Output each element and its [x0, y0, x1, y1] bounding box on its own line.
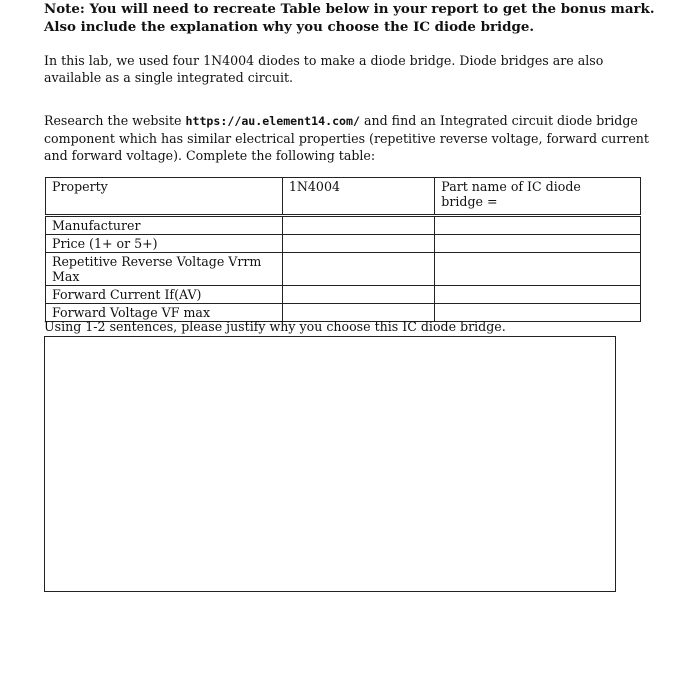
row-label-manufacturer: Manufacturer — [46, 216, 283, 235]
row-label-price: Price (1+ or 5+) — [46, 235, 283, 253]
research-text-after: and find an Integrated circuit diode bridge component which has similar electrical properties (repetitive reverse voltage, forward current and forward voltage). Complete the following table: — [44, 113, 649, 163]
cell-1n4004-price[interactable] — [282, 235, 434, 253]
cell-ic-manufacturer[interactable] — [435, 216, 641, 235]
cell-ic-vrrm[interactable] — [435, 253, 641, 286]
row-label-forward-voltage: Forward Voltage VF max — [46, 304, 283, 322]
table-row — [46, 286, 641, 304]
row-label-vrrm: Repetitive Reverse Voltage Vrrm Max — [46, 253, 283, 286]
cell-ic-price[interactable] — [435, 235, 641, 253]
header-ic-part-name[interactable]: Part name of IC diode bridge = — [435, 178, 641, 216]
table-header-row — [46, 178, 641, 216]
intro-paragraph: In this lab, we used four 1N4004 diodes to make a diode bridge. Diode bridges are also available as a single integrated circuit. — [44, 53, 604, 85]
research-paragraph — [44, 112, 664, 164]
cell-ic-forward-current[interactable] — [435, 286, 641, 304]
element14-url[interactable]: https://au.element14.com/ — [185, 114, 360, 128]
properties-table — [45, 177, 641, 322]
header-1n4004: 1N4004 — [282, 178, 434, 216]
table-row — [46, 253, 641, 286]
justify-prompt: Using 1-2 sentences, please justify why you choose this IC diode bridge. — [44, 319, 506, 334]
row-label-forward-current: Forward Current If(AV) — [46, 286, 283, 304]
cell-1n4004-vrrm[interactable] — [282, 253, 434, 286]
header-property: Property — [46, 178, 283, 216]
table-row — [46, 216, 641, 235]
bonus-note: Note: You will need to recreate Table below in your report to get the bonus mark. Also include the explanation why you choose the IC diode bridge. — [44, 1, 655, 35]
table-row — [46, 235, 641, 253]
justification-answer-box[interactable] — [44, 336, 616, 592]
cell-1n4004-manufacturer[interactable] — [282, 216, 434, 235]
research-text-before: Research the website — [44, 113, 186, 128]
cell-1n4004-forward-current[interactable] — [282, 286, 434, 304]
